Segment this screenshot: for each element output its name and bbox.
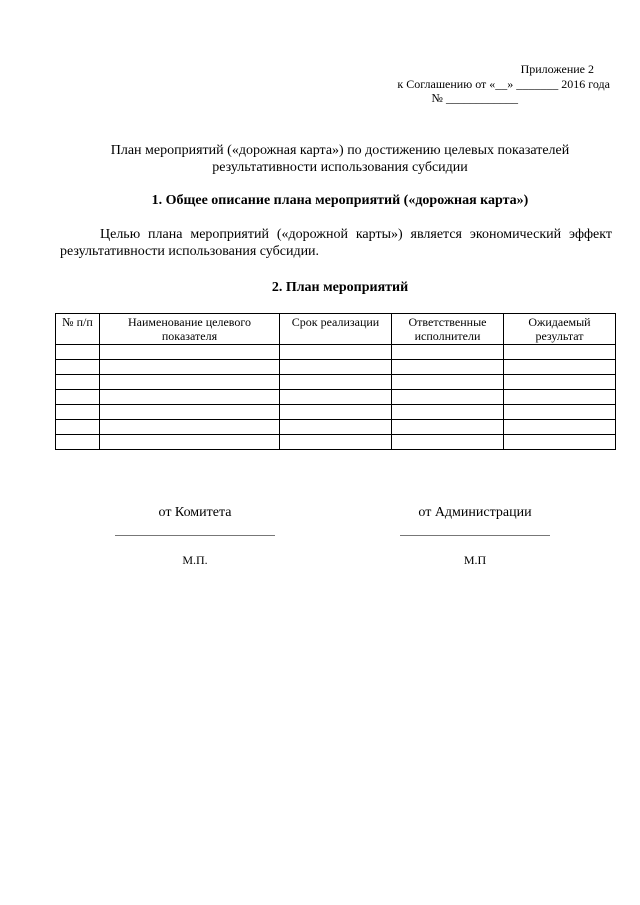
table-cell [504, 420, 616, 435]
table-cell [280, 375, 392, 390]
appendix-header [350, 62, 610, 106]
stamp-place-committee: М.П. [182, 553, 208, 567]
table-cell [392, 390, 504, 405]
table-cell [392, 345, 504, 360]
appendix-number: Приложение 2 [520, 62, 594, 76]
table-cell [56, 420, 100, 435]
table-cell [100, 390, 280, 405]
table-row [56, 420, 616, 435]
table-cell [280, 420, 392, 435]
plan-table [55, 313, 616, 450]
table-row [56, 360, 616, 375]
table-row [56, 405, 616, 420]
table-cell [100, 420, 280, 435]
table-cell [100, 375, 280, 390]
table-cell [504, 360, 616, 375]
appendix-agreement-number: № ____________ [431, 91, 518, 105]
table-cell [56, 435, 100, 450]
section-1-paragraph: Целью плана мероприятий («дорожной карты») является экономический эффект результативности использования субсидии. [60, 227, 612, 259]
table-cell [392, 420, 504, 435]
table-cell [392, 435, 504, 450]
column-header-expected-result: Ожидаемый результат [504, 314, 616, 345]
section-1-heading: 1. Общее описание плана мероприятий («дорожная карта») [151, 193, 529, 208]
table-cell [392, 375, 504, 390]
signature-label-committee: от Комитета [158, 505, 232, 520]
column-header-responsible: Ответственные исполнители [392, 314, 504, 345]
table-header-row [56, 314, 616, 345]
table-cell [56, 360, 100, 375]
table-cell [504, 345, 616, 360]
table-row [56, 345, 616, 360]
table-cell [56, 345, 100, 360]
signature-label-administration: от Администрации [418, 505, 532, 520]
table-cell [280, 360, 392, 375]
table-cell [392, 360, 504, 375]
table-cell [56, 405, 100, 420]
table-cell [392, 405, 504, 420]
stamp-place-administration: М.П [463, 553, 487, 567]
column-header-indicator-name: Наименование целевого показателя [100, 314, 280, 345]
table-cell [100, 405, 280, 420]
column-header-deadline: Срок реализации [280, 314, 392, 345]
appendix-agreement-reference: к Соглашению от «__» _______ 2016 года [397, 76, 610, 91]
table-cell [504, 390, 616, 405]
table-cell [504, 405, 616, 420]
document-title: План мероприятий («дорожная карта») по достижению целевых показателей результативности использования субсидии [110, 143, 570, 175]
table-row [56, 390, 616, 405]
signature-line-administration [400, 535, 550, 536]
section-2-heading: 2. План мероприятий [271, 280, 409, 295]
table-cell [100, 345, 280, 360]
signature-block-committee [115, 505, 275, 568]
table-cell [280, 345, 392, 360]
table-cell [280, 405, 392, 420]
table-cell [280, 435, 392, 450]
table-cell [100, 435, 280, 450]
column-header-number: № п/п [56, 314, 100, 345]
table-cell [504, 435, 616, 450]
signature-block-administration [400, 505, 550, 568]
table-row [56, 375, 616, 390]
table-row [56, 435, 616, 450]
table-cell [56, 390, 100, 405]
table-cell [100, 360, 280, 375]
table-cell [280, 390, 392, 405]
table-cell [504, 375, 616, 390]
table-cell [56, 375, 100, 390]
signature-line-committee [115, 535, 275, 536]
table-body [56, 345, 616, 450]
